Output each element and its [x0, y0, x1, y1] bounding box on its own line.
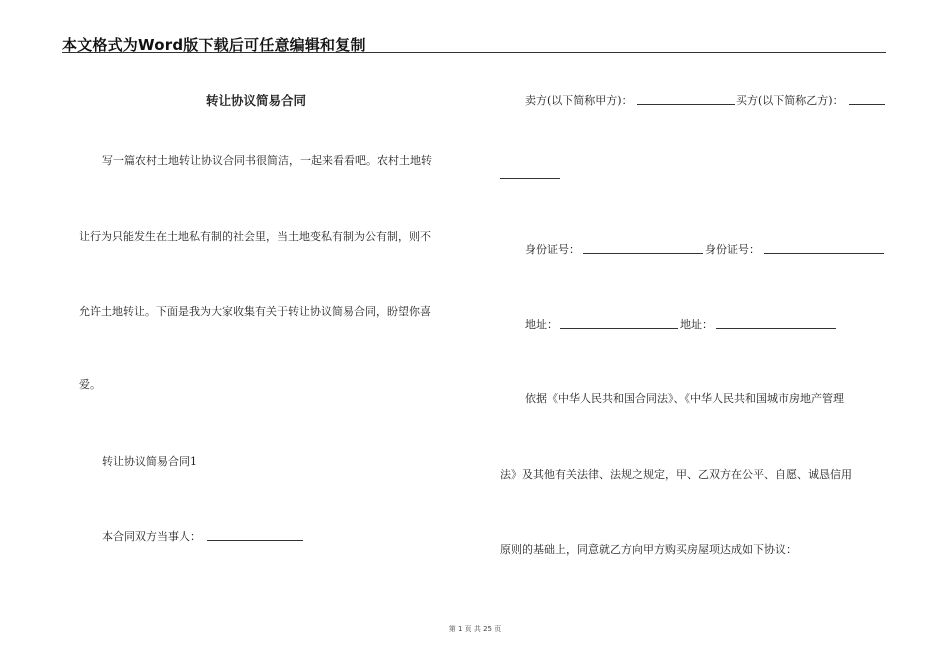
paragraph-line: 法》及其他有关法律、法规之规定，甲、乙双方在公平、自愿、诚恳信用 — [500, 468, 852, 481]
parties-label: 本合同双方当事人： — [102, 530, 201, 543]
buyer-blank — [849, 104, 885, 105]
seller-id-blank — [583, 253, 703, 254]
paragraph-line: 让行为只能发生在土地私有制的社会里，当土地变私有制为公有制，则不 — [79, 230, 431, 243]
document-header-banner: 本文格式为Word版下载后可任意编辑和复制 — [62, 36, 366, 54]
document-title: 转让协议简易合同 — [206, 93, 307, 108]
seller-address-label: 地址： — [525, 318, 558, 331]
page-number-footer: 第 1 页 共 25 页 — [448, 625, 502, 633]
seller-blank — [637, 104, 735, 105]
parties-blank — [207, 540, 303, 541]
seller-id-label: 身份证号： — [525, 243, 580, 256]
seller-label: 卖方(以下简称甲方)： — [525, 94, 633, 107]
contract-subtitle: 转让协议简易合同1 — [102, 455, 197, 468]
paragraph-line: 爱。 — [79, 378, 101, 391]
buyer-id-label: 身份证号： — [705, 243, 760, 256]
buyer-address-label: 地址： — [680, 318, 713, 331]
paragraph-line: 写一篇农村土地转让协议合同书很简洁，一起来看看吧。农村土地转 — [102, 154, 432, 167]
header-divider — [62, 52, 886, 53]
seller-address-blank — [560, 328, 678, 329]
buyer-address-blank — [716, 328, 836, 329]
paragraph-line: 原则的基础上，同意就乙方向甲方购买房屋项达成如下协议： — [500, 543, 797, 556]
paragraph-line: 依据《中华人民共和国合同法》、《中华人民共和国城市房地产管理 — [525, 392, 844, 405]
buyer-blank-continued — [500, 178, 560, 179]
buyer-label: 买方(以下简称乙方)： — [736, 94, 844, 107]
buyer-id-blank — [764, 253, 884, 254]
paragraph-line: 允许土地转让。下面是我为大家收集有关于转让协议简易合同，盼望你喜 — [79, 305, 431, 318]
